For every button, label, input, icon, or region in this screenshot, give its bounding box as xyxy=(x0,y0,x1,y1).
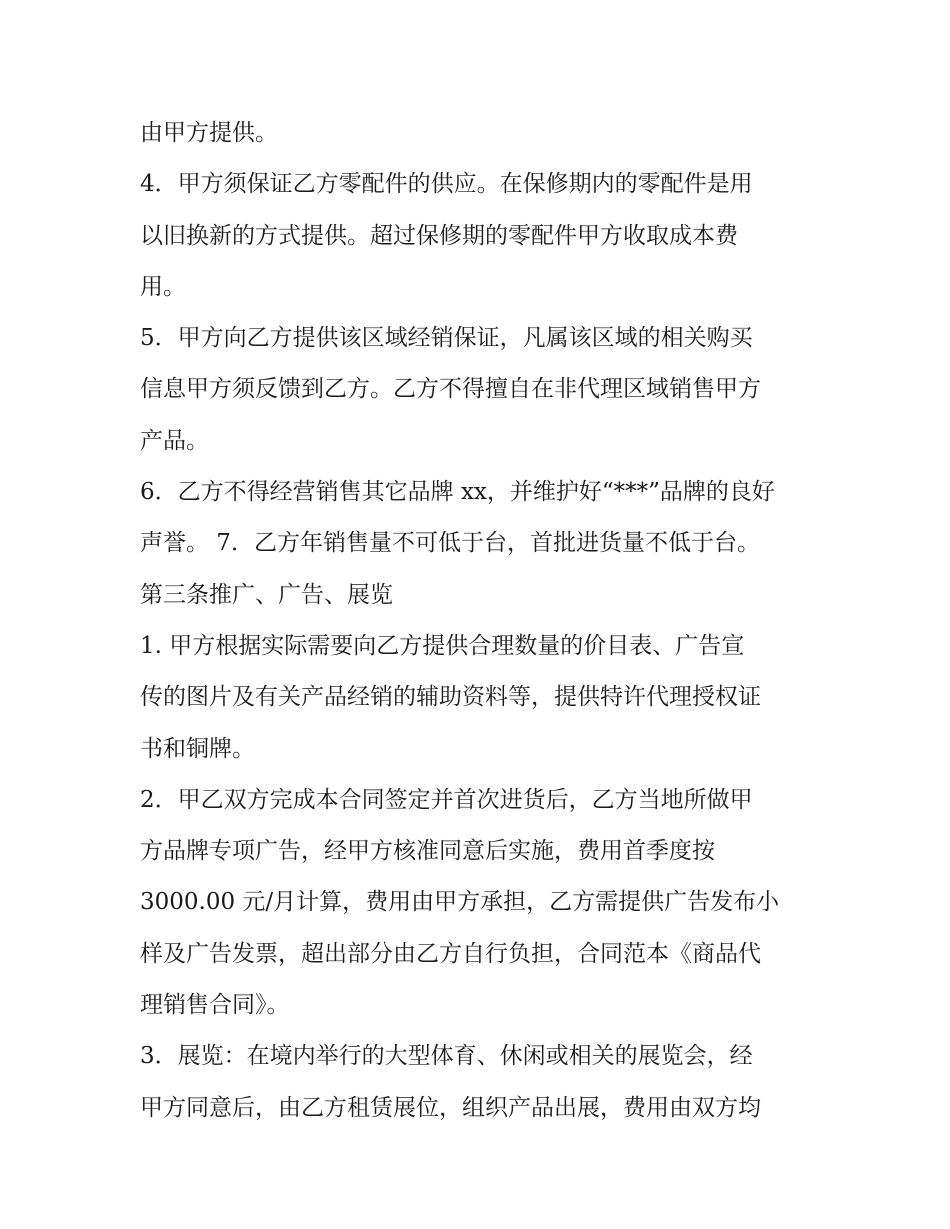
text-line: 5．甲方向乙方提供该区域经销保证，凡属该区域的相关购买 xyxy=(140,325,753,352)
text-line: 信息甲方须反馈到乙方。乙方不得擅自在非代理区域销售甲方 xyxy=(140,376,761,403)
text-line: 用。 xyxy=(140,273,186,300)
text-line: 3000.00 元/月计算，费用由甲方承担，乙方需提供广告发布小 xyxy=(140,889,780,916)
text-line: 声誉。 7．乙方年销售量不可低于台，首批进货量不低于台。 xyxy=(140,530,760,557)
text-line: 由甲方提供。 xyxy=(140,120,278,146)
text-line: 样及广告发票，超出部分由乙方自行负担，合同范本《商品代 xyxy=(140,940,761,967)
section-heading: 第三条推广、广告、展览 xyxy=(140,581,393,608)
text-line: 传的图片及有关产品经销的辅助资料等，提供特许代理授权证 xyxy=(140,684,761,711)
document-body xyxy=(140,108,820,1134)
text-line: 4．甲方须保证乙方零配件的供应。在保修期内的零配件是用 xyxy=(140,171,753,198)
text-line: 6．乙方不得经营销售其它品牌 xx，并维护好“***”品牌的良好 xyxy=(140,479,775,506)
text-line: 甲方同意后，由乙方租赁展位，组织产品出展，费用由双方均 xyxy=(140,1094,761,1121)
text-line: 产品。 xyxy=(140,427,209,454)
text-line: 以旧换新的方式提供。超过保修期的零配件甲方收取成本费 xyxy=(140,222,738,249)
text-line: 1. 甲方根据实际需要向乙方提供合理数量的价目表、广告宣 xyxy=(140,632,745,659)
text-line: 2．甲乙双方完成本合同签定并首次进货后，乙方当地所做甲 xyxy=(140,786,753,813)
text-line: 3．展览：在境内举行的大型体育、休闲或相关的展览会，经 xyxy=(140,1043,753,1070)
text-line: 方品牌专项广告，经甲方核准同意后实施，费用首季度按 xyxy=(140,838,715,865)
text-line: 书和铜牌。 xyxy=(140,735,255,762)
text-line: 理销售合同》。 xyxy=(140,992,290,1019)
